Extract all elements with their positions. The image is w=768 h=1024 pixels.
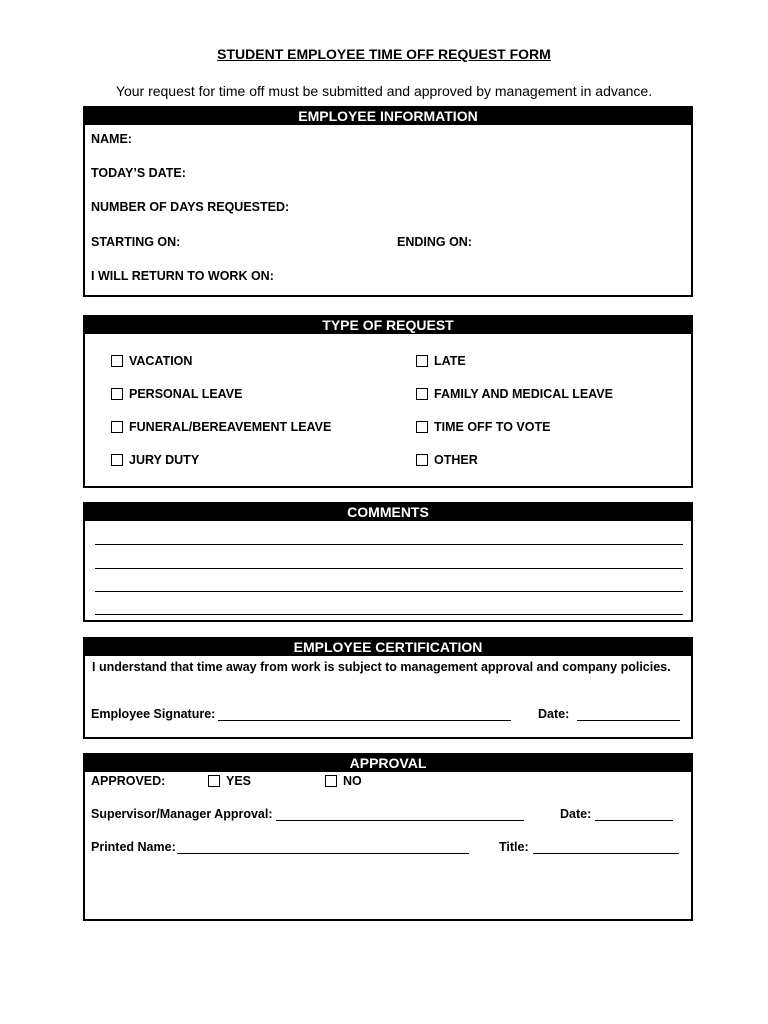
checkbox-icon[interactable] [111,388,123,400]
checkbox-label: OTHER [434,453,478,467]
todays-date-field[interactable]: TODAY’S DATE: [91,166,186,180]
approval-date-field[interactable] [560,807,673,821]
certification-header: EMPLOYEE CERTIFICATION [85,639,691,656]
checkbox-label: VACATION [129,354,193,368]
return-to-work-field[interactable]: I WILL RETURN TO WORK ON: [91,269,274,283]
form-title: STUDENT EMPLOYEE TIME OFF REQUEST FORM [217,46,551,62]
date-line[interactable] [577,708,680,721]
supervisor-label: Supervisor/Manager Approval: [91,807,273,821]
date-line[interactable] [595,808,673,821]
intro-text: Your request for time off must be submitted and approved by management in advance. [115,83,653,99]
days-requested-field[interactable]: NUMBER OF DAYS REQUESTED: [91,200,290,214]
other-checkbox[interactable] [416,453,478,467]
checkbox-label: NO [343,774,362,788]
employee-info-header: EMPLOYEE INFORMATION [85,108,691,125]
supervisor-line[interactable] [276,808,524,821]
checkbox-label: LATE [434,354,466,368]
date-label: Date: [538,707,570,721]
checkbox-icon[interactable] [111,355,123,367]
checkbox-label: YES [226,774,252,788]
certification-date-field[interactable] [538,707,680,721]
vacation-checkbox[interactable] [111,354,192,368]
late-checkbox[interactable] [416,354,466,368]
request-type-header: TYPE OF REQUEST [85,317,691,334]
checkbox-icon[interactable] [208,775,220,787]
checkbox-icon[interactable] [416,454,428,466]
checkbox-icon[interactable] [111,421,123,433]
approval-header: APPROVAL [85,755,691,772]
funeral-bereavement-checkbox[interactable] [111,420,331,434]
checkbox-label: FUNERAL/BEREAVEMENT LEAVE [129,420,332,434]
personal-leave-checkbox[interactable] [111,387,242,401]
checkbox-label: PERSONAL LEAVE [129,387,243,401]
comment-line[interactable] [95,568,683,569]
time-off-to-vote-checkbox[interactable] [416,420,550,434]
approved-no-checkbox[interactable] [325,774,362,788]
approved-label: APPROVED: [91,774,166,788]
signature-label: Employee Signature: [91,707,216,721]
request-type-section [83,315,693,488]
comments-header: COMMENTS [85,504,691,521]
checkbox-icon[interactable] [416,388,428,400]
family-medical-leave-checkbox[interactable] [416,387,613,401]
checkbox-icon[interactable] [111,454,123,466]
date-label: Date: [560,807,592,821]
printed-name-field[interactable] [91,840,469,854]
comment-line[interactable] [95,614,683,615]
jury-duty-checkbox[interactable] [111,453,199,467]
comment-line[interactable] [95,544,683,545]
printed-name-label: Printed Name: [91,840,176,854]
checkbox-icon[interactable] [416,421,428,433]
ending-on-field[interactable]: ENDING ON: [397,235,472,249]
signature-line[interactable] [218,708,511,721]
approval-section [83,753,693,921]
certification-section [83,637,693,739]
printed-name-line[interactable] [177,841,469,854]
checkbox-icon[interactable] [325,775,337,787]
certification-statement: I understand that time away from work is subject to management approval and company policies. [92,660,671,674]
checkbox-label: TIME OFF TO VOTE [434,420,551,434]
starting-on-field[interactable]: STARTING ON: [91,235,181,249]
name-field[interactable]: NAME: [91,132,132,146]
title-field[interactable] [499,840,679,854]
comment-line[interactable] [95,591,683,592]
supervisor-approval-field[interactable] [91,807,524,821]
employee-signature-field[interactable] [91,707,511,721]
comments-section [83,502,693,622]
checkbox-label: FAMILY AND MEDICAL LEAVE [434,387,613,401]
checkbox-label: JURY DUTY [129,453,200,467]
title-label: Title: [499,840,529,854]
title-line[interactable] [533,841,679,854]
approved-yes-checkbox[interactable] [208,774,251,788]
checkbox-icon[interactable] [416,355,428,367]
employee-info-section [83,106,693,297]
